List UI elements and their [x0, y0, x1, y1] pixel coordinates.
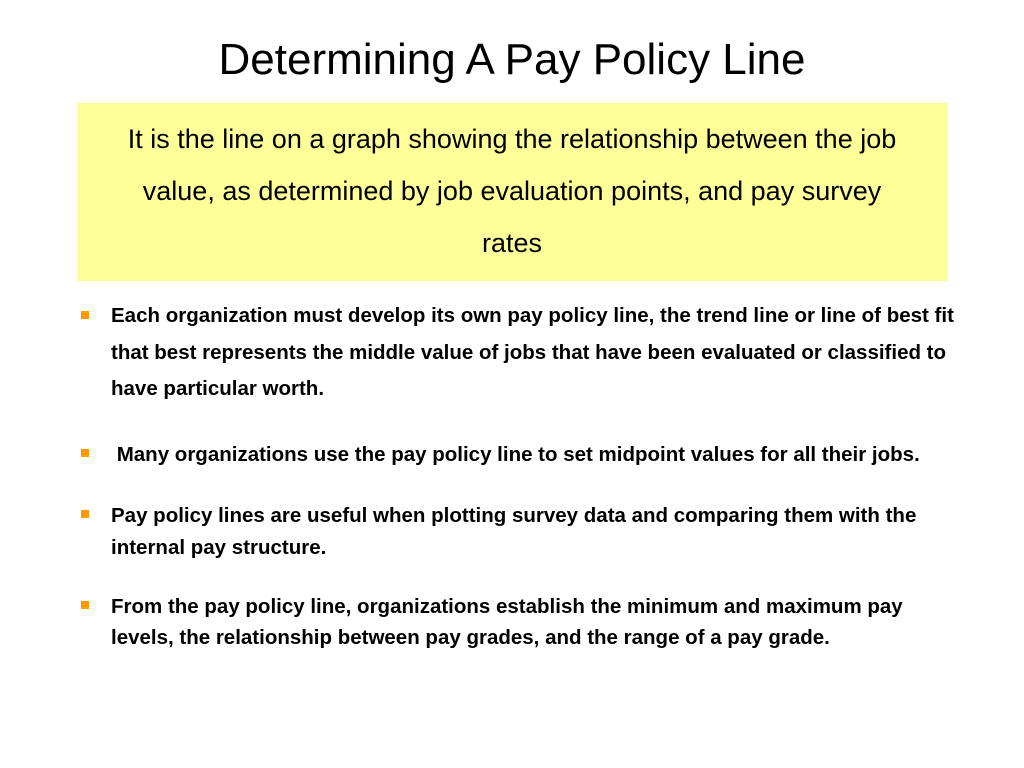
bullet-item	[78, 439, 968, 471]
definition-box	[77, 103, 947, 281]
definition-text: It is the line on a graph showing the relationship between the job value, as determined by job evaluation points, and pay survey rates	[127, 124, 897, 258]
square-bullet-icon	[81, 510, 89, 518]
bullet-text: Each organization must develop its own pay policy line, the trend line or line of best fit that best represents the middle value of jobs that have been evaluated or classified to have particular worth.	[111, 304, 954, 400]
bullet-list	[78, 298, 968, 653]
bullet-item	[78, 591, 968, 653]
square-bullet-icon	[81, 311, 89, 319]
bullet-text: From the pay policy line, organizations establish the minimum and maximum pay levels, the relationship between pay grades, and the range of a pay grade.	[111, 595, 903, 649]
bullet-text: Many organizations use the pay policy line to set midpoint values for all their jobs.	[111, 442, 920, 466]
square-bullet-icon	[81, 601, 89, 609]
bullet-text: Pay policy lines are useful when plotting survey data and comparing them with the internal pay structure.	[111, 504, 917, 559]
slide-title: Determining A Pay Policy Line	[218, 35, 806, 84]
square-bullet-icon	[81, 449, 89, 457]
bullet-item	[78, 298, 968, 408]
bullet-item	[78, 500, 968, 563]
